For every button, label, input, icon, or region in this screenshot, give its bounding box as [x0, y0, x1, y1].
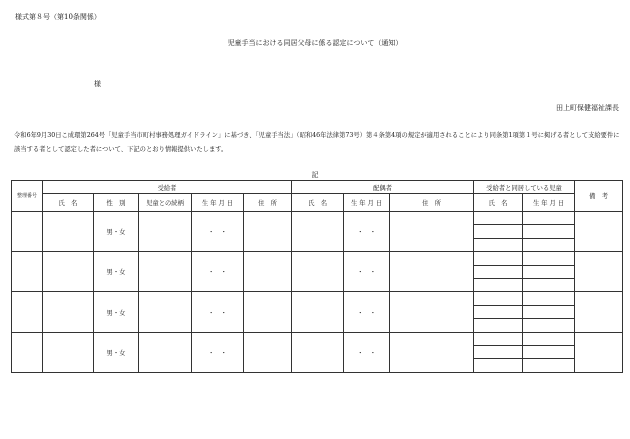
cell-recipient-name[interactable]	[43, 332, 94, 372]
cell-child-birthdate[interactable]	[523, 332, 575, 345]
cell-recipient-gender[interactable]: 男・女	[94, 292, 139, 332]
cell-recipient-gender[interactable]: 男・女	[94, 211, 139, 251]
table-row	[12, 332, 623, 345]
cell-spouse-name[interactable]	[292, 252, 344, 292]
cell-recipient-relation[interactable]	[139, 252, 192, 292]
cell-serial[interactable]	[12, 252, 43, 292]
cell-remarks[interactable]	[575, 292, 623, 332]
cell-child-name[interactable]	[474, 292, 523, 305]
body-paragraph: 令和6年9月30日こ成環第264号「児童手当市町村事務処理ガイドライン」に基づき、「児童手当法」（昭和46年法律第73号）第４条第4項の規定が適用されることにより同条第1項第１号に掲げる者として支給要件に該当する者として認定した者について、下記のとおり情報提供いたします。	[14, 132, 620, 153]
cell-recipient-birthdate[interactable]: ・ ・	[192, 332, 244, 372]
col-recipient-gender: 性 別	[94, 194, 139, 212]
header-row-columns	[12, 194, 623, 212]
cell-serial[interactable]	[12, 292, 43, 332]
cell-recipient-name[interactable]	[43, 292, 94, 332]
cell-child-name[interactable]	[474, 225, 523, 238]
cell-serial[interactable]	[12, 332, 43, 372]
cell-serial[interactable]	[12, 211, 43, 251]
col-spouse-address: 住 所	[390, 194, 474, 212]
cell-child-birthdate[interactable]	[523, 238, 575, 251]
cell-child-name[interactable]	[474, 211, 523, 224]
cell-spouse-address[interactable]	[390, 211, 474, 251]
cell-remarks[interactable]	[575, 332, 623, 372]
cell-recipient-birthdate[interactable]: ・ ・	[192, 252, 244, 292]
addressee-honorific: 様	[94, 80, 101, 88]
cell-child-name[interactable]	[474, 265, 523, 278]
col-recipient-name: 氏 名	[43, 194, 94, 212]
table-row	[12, 252, 623, 265]
cell-child-birthdate[interactable]	[523, 359, 575, 373]
cell-remarks[interactable]	[575, 252, 623, 292]
col-recipient-birthdate: 生 年 月 日	[192, 194, 244, 212]
cell-child-name[interactable]	[474, 252, 523, 265]
cell-recipient-relation[interactable]	[139, 211, 192, 251]
cell-spouse-birthdate[interactable]: ・ ・	[344, 292, 390, 332]
cell-recipient-gender[interactable]: 男・女	[94, 332, 139, 372]
cell-child-birthdate[interactable]	[523, 292, 575, 305]
cell-spouse-address[interactable]	[390, 332, 474, 372]
cell-child-name[interactable]	[474, 359, 523, 373]
cell-spouse-birthdate[interactable]: ・ ・	[344, 252, 390, 292]
document-title: 児童手当における同居父母に係る認定について（通知）	[227, 39, 403, 47]
group-header-recipient: 受給者	[43, 181, 292, 194]
cell-recipient-birthdate[interactable]: ・ ・	[192, 292, 244, 332]
cell-recipient-address[interactable]	[244, 252, 292, 292]
col-spouse-name: 氏 名	[292, 194, 344, 212]
cell-child-name[interactable]	[474, 305, 523, 318]
sender-name: 田上町保健福祉課長	[556, 104, 619, 112]
cell-child-name[interactable]	[474, 332, 523, 345]
col-recipient-address: 住 所	[244, 194, 292, 212]
cell-spouse-name[interactable]	[292, 292, 344, 332]
cell-child-name[interactable]	[474, 238, 523, 251]
form-number: 様式第８号（第10条関係）	[15, 13, 101, 21]
cell-spouse-birthdate[interactable]: ・ ・	[344, 211, 390, 251]
header-row-groups	[12, 181, 623, 194]
cell-child-birthdate[interactable]	[523, 265, 575, 278]
cell-spouse-name[interactable]	[292, 211, 344, 251]
cell-child-birthdate[interactable]	[523, 305, 575, 318]
table-row	[12, 292, 623, 305]
group-header-children: 受給者と同居している児童	[474, 181, 575, 194]
cell-child-birthdate[interactable]	[523, 346, 575, 359]
col-spouse-birthdate: 生 年 月 日	[344, 194, 390, 212]
cell-recipient-address[interactable]	[244, 211, 292, 251]
cell-recipient-address[interactable]	[244, 292, 292, 332]
cell-spouse-birthdate[interactable]: ・ ・	[344, 332, 390, 372]
cell-child-name[interactable]	[474, 278, 523, 291]
cell-child-name[interactable]	[474, 346, 523, 359]
cell-recipient-relation[interactable]	[139, 292, 192, 332]
cell-child-birthdate[interactable]	[523, 252, 575, 265]
col-serial-number: 整理番号	[12, 181, 43, 212]
cell-spouse-address[interactable]	[390, 292, 474, 332]
cell-recipient-birthdate[interactable]: ・ ・	[192, 211, 244, 251]
cell-recipient-relation[interactable]	[139, 332, 192, 372]
cell-spouse-name[interactable]	[292, 332, 344, 372]
ki-label: 記	[311, 171, 319, 179]
cell-child-name[interactable]	[474, 319, 523, 332]
cell-child-birthdate[interactable]	[523, 278, 575, 291]
cell-child-birthdate[interactable]	[523, 225, 575, 238]
col-remarks: 備 考	[575, 181, 623, 212]
cell-spouse-address[interactable]	[390, 252, 474, 292]
cell-remarks[interactable]	[575, 211, 623, 251]
col-child-name: 氏 名	[474, 194, 523, 212]
cell-recipient-name[interactable]	[43, 211, 94, 251]
cell-child-birthdate[interactable]	[523, 211, 575, 224]
cell-recipient-gender[interactable]: 男・女	[94, 252, 139, 292]
group-header-spouse: 配偶者	[292, 181, 474, 194]
cell-child-birthdate[interactable]	[523, 319, 575, 332]
certification-table	[11, 180, 623, 373]
table-row	[12, 211, 623, 224]
cell-recipient-address[interactable]	[244, 332, 292, 372]
cell-recipient-name[interactable]	[43, 252, 94, 292]
col-recipient-relation: 児童との続柄	[139, 194, 192, 212]
col-child-birthdate: 生 年 月 日	[523, 194, 575, 212]
